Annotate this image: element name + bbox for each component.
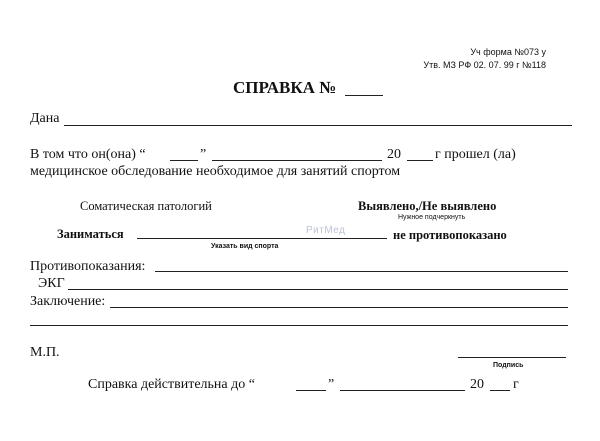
ecg-label: ЭКГ bbox=[38, 276, 65, 291]
form-approval: Утв. МЗ РФ 02. 07. 99 г №118 bbox=[423, 60, 546, 70]
signature-label: Подпись bbox=[493, 362, 524, 369]
conclusion-label: Заключение: bbox=[30, 294, 106, 309]
contraindications-line bbox=[155, 271, 568, 272]
exam-day-line bbox=[170, 160, 198, 161]
certificate-number-line bbox=[345, 95, 383, 96]
stamp-label: М.П. bbox=[30, 345, 60, 360]
valid-year-prefix: 20 bbox=[470, 377, 484, 392]
conclusion-line-2 bbox=[30, 325, 568, 326]
exam-text-end: г прошел (ла) bbox=[435, 147, 516, 162]
exam-year-prefix: 20 bbox=[387, 147, 401, 162]
valid-day-line bbox=[296, 390, 326, 391]
valid-month-line bbox=[340, 390, 465, 391]
form-number: Уч форма №073 у bbox=[470, 47, 546, 57]
signature-line bbox=[458, 357, 566, 358]
exam-month-line bbox=[212, 160, 382, 161]
underline-hint: Нужное подчеркнуть bbox=[398, 214, 466, 221]
valid-quote-close: ” bbox=[328, 377, 335, 392]
issued-to-line bbox=[64, 125, 572, 126]
sport-hint: Указать вид спорта bbox=[211, 243, 279, 250]
conclusion-line-1 bbox=[110, 307, 568, 308]
somatic-value: Выявлено,/Не выявлено bbox=[358, 199, 497, 213]
document-title: СПРАВКА № bbox=[233, 78, 337, 97]
exam-text-start: В том что он(она) “ bbox=[30, 147, 146, 162]
watermark: РитМед bbox=[306, 225, 346, 236]
sport-line bbox=[137, 238, 387, 239]
valid-year-line bbox=[490, 390, 510, 391]
valid-text-start: Справка действительна до “ bbox=[88, 377, 255, 392]
form-reference bbox=[423, 46, 546, 72]
sport-label: Заниматься bbox=[57, 227, 124, 241]
somatic-label: Соматическая патологий bbox=[80, 199, 212, 213]
issued-to-label: Дана bbox=[30, 111, 60, 126]
sport-value: не противопоказано bbox=[393, 228, 507, 242]
exam-text-line2: медицинское обследование необходимое для занятий спортом bbox=[30, 164, 401, 179]
exam-year-line bbox=[407, 160, 433, 161]
contraindications-label: Противопоказания: bbox=[30, 259, 146, 274]
ecg-line bbox=[68, 289, 568, 290]
exam-quote-close: ” bbox=[200, 147, 207, 162]
valid-year-suffix: г bbox=[513, 377, 519, 392]
